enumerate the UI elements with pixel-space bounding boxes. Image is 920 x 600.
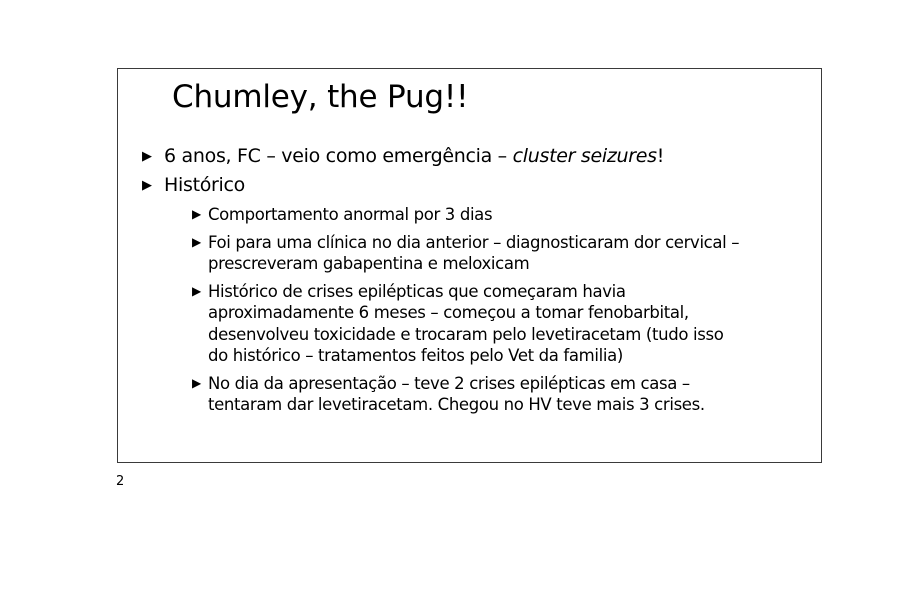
- sub-bullet-line: do histórico – tratamentos feitos pelo Vet da familia): [208, 346, 623, 365]
- sub-bullet-line: Foi para uma clínica no dia anterior – diagnosticaram dor cervical –: [208, 232, 740, 252]
- sub-bullet-line: tentaram dar levetiracetam. Chegou no HV teve mais 3 crises.: [208, 395, 705, 414]
- sub-bullet-line: aproximadamente 6 meses – começou a tomar fenobarbital,: [208, 303, 689, 322]
- sub-bullet-list: [142, 204, 802, 416]
- sub-bullet-item: [192, 281, 802, 367]
- triangle-bullet-icon: ▶: [142, 178, 152, 193]
- bullet-emphasis: cluster seizures: [512, 145, 657, 167]
- triangle-bullet-icon: ▶: [192, 283, 201, 298]
- sub-bullet-line: desenvolveu toxicidade e trocaram pelo levetiracetam (tudo isso: [208, 324, 724, 344]
- sub-bullet-item: [192, 373, 802, 416]
- sub-bullet-line: No dia da apresentação – teve 2 crises epilépticas em casa –: [208, 373, 690, 393]
- sub-bullet-line: Histórico de crises epilépticas que começaram havia: [208, 281, 626, 301]
- bullet-text: Histórico: [164, 174, 246, 196]
- triangle-bullet-icon: ▶: [142, 149, 152, 164]
- bullet-text: 6 anos, FC – veio como emergência –: [164, 145, 513, 167]
- triangle-bullet-icon: ▶: [192, 207, 201, 221]
- slide-frame: [117, 68, 822, 463]
- bullet-tail: !: [656, 145, 665, 167]
- triangle-bullet-icon: ▶: [192, 375, 201, 390]
- sub-bullet-line: Comportamento anormal por 3 dias: [208, 205, 493, 224]
- bullet-item-age-emergency: [142, 142, 802, 171]
- sub-bullet-item: [192, 232, 802, 275]
- sub-bullet-item: [192, 204, 802, 226]
- slide-title: Chumley, the Pug!!: [172, 79, 469, 115]
- bullet-item-history: [142, 171, 802, 416]
- page-number: 2: [116, 474, 125, 489]
- triangle-bullet-icon: ▶: [192, 234, 201, 249]
- bullet-list: [142, 142, 802, 422]
- sub-bullet-line: prescreveram gabapentina e meloxicam: [208, 254, 530, 273]
